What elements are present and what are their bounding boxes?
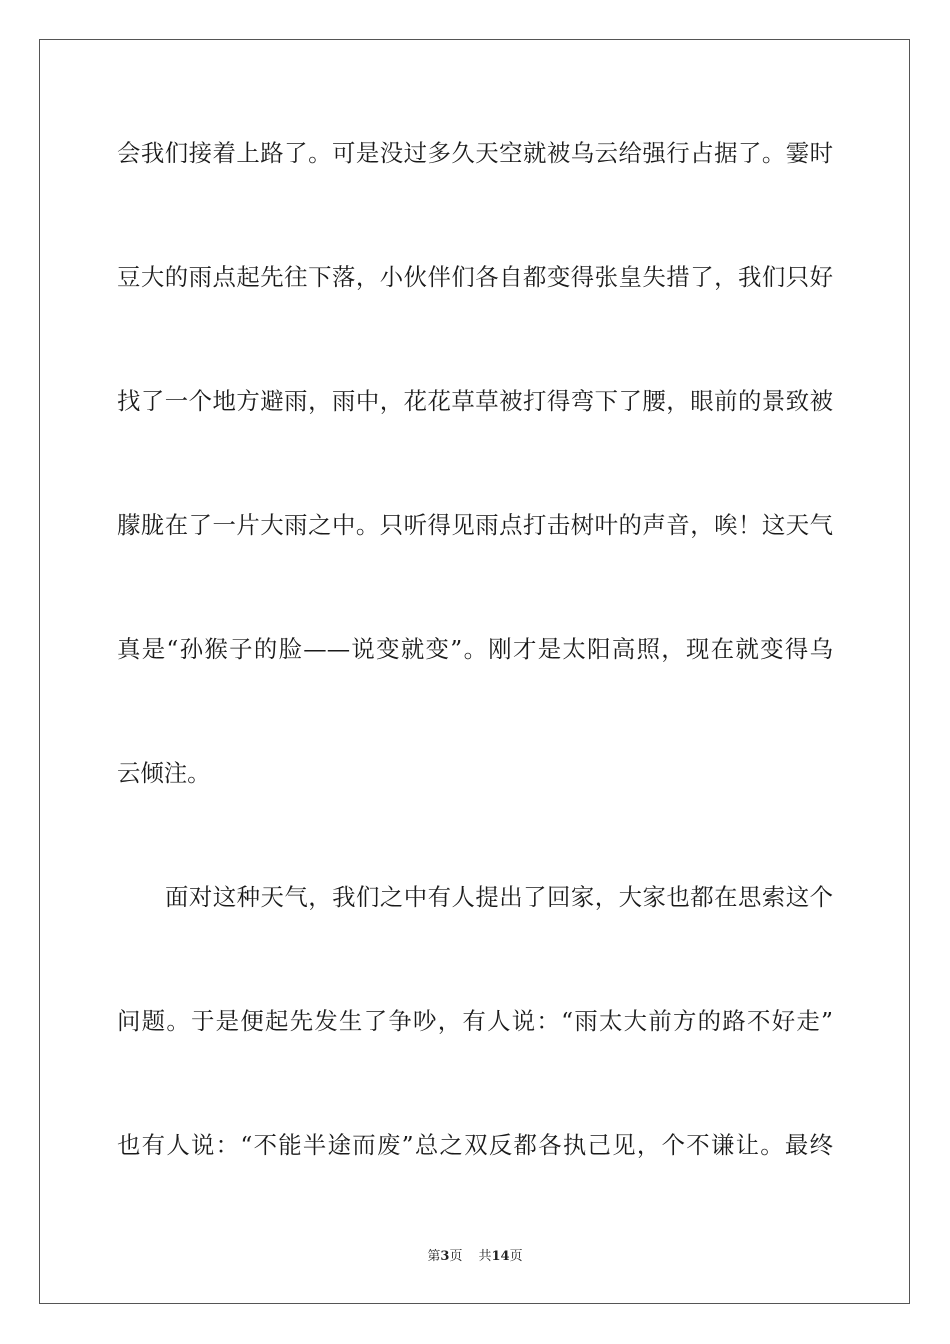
page-number: 3 xyxy=(440,1249,450,1264)
total-pages: 14 xyxy=(491,1249,510,1264)
total-prefix: 共 xyxy=(478,1249,492,1264)
body-text-line: 朦胧在了一片大雨之中。只听得见雨点打击树叶的声音，唉！这天气 xyxy=(117,511,833,539)
body-text-line: 问题。于是便起先发生了争吵，有人说：“雨太大前方的路不好走” xyxy=(117,1007,833,1035)
body-text-line: 找了一个地方避雨，雨中，花花草草被打得弯下了腰，眼前的景致被 xyxy=(117,387,833,415)
page-suffix: 页 xyxy=(449,1249,463,1264)
body-text-line: 豆大的雨点起先往下落，小伙伴们各自都变得张皇失措了，我们只好 xyxy=(117,263,833,291)
page-footer xyxy=(0,1248,950,1266)
body-text-line: 云倾注。 xyxy=(117,759,211,787)
page-border xyxy=(39,39,910,1304)
body-text-line: 也有人说：“不能半途而废”总之双反都各执己见，个不谦让。最终 xyxy=(117,1131,833,1159)
total-suffix: 页 xyxy=(509,1249,523,1264)
paragraph-first-line: 面对这种天气，我们之中有人提出了回家，大家也都在思索这个 xyxy=(165,883,833,911)
body-text-line: 真是“孙猴子的脸——说变就变”。刚才是太阳高照，现在就变得乌 xyxy=(117,635,833,663)
body-text-line: 会我们接着上路了。可是没过多久天空就被乌云给强行占据了。霎时 xyxy=(117,139,833,167)
page-prefix: 第 xyxy=(427,1249,441,1264)
